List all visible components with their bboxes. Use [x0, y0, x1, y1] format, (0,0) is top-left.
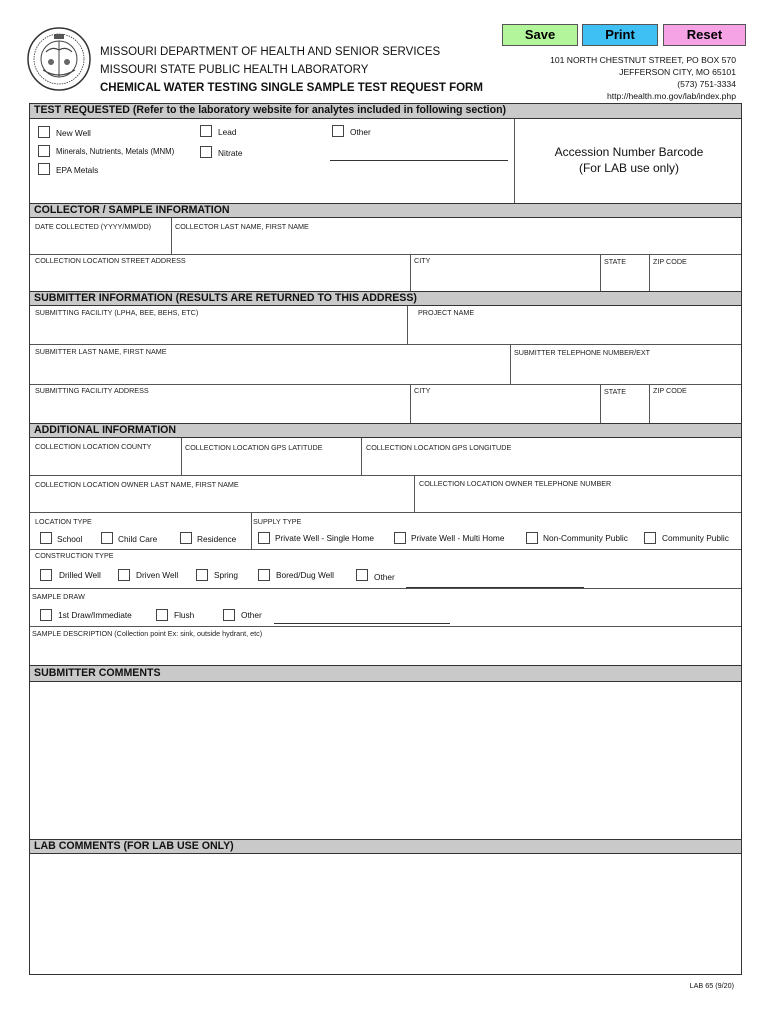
accession-label: Accession Number Barcode — [554, 145, 704, 159]
section-submitter: SUBMITTER INFORMATION (RESULTS ARE RETURNED TO THIS ADDRESS) — [30, 291, 741, 306]
label-private-well-multi: Private Well - Multi Home — [411, 533, 505, 543]
label-lead: Lead — [218, 127, 237, 137]
label-sample-description: SAMPLE DESCRIPTION (Collection point Ex: sink, outside hydrant, etc) — [32, 629, 263, 638]
label-date-collected: DATE COLLECTED (YYYY/MM/DD) — [35, 222, 152, 231]
label-spring: Spring — [214, 570, 238, 580]
label-construction-other: Other — [374, 572, 395, 582]
reset-button[interactable]: Reset — [663, 24, 746, 46]
divider — [649, 384, 650, 423]
label-collector-name: COLLECTOR LAST NAME, FIRST NAME — [175, 222, 309, 231]
checkbox-community-public[interactable] — [644, 532, 656, 544]
label-other-test: Other — [350, 127, 371, 137]
divider — [30, 344, 741, 345]
section-test-requested: TEST REQUESTED (Refer to the laboratory website for analytes included in following section) — [30, 104, 741, 119]
checkbox-bored-dug-well[interactable] — [258, 569, 270, 581]
label-facility-address: SUBMITTING FACILITY ADDRESS — [35, 386, 149, 395]
label-driven-well: Driven Well — [136, 570, 179, 580]
label-flush: Flush — [174, 610, 195, 620]
divider — [514, 119, 515, 204]
checkbox-flush[interactable] — [156, 609, 168, 621]
label-location-type: LOCATION TYPE — [35, 517, 92, 526]
checkbox-mnm[interactable] — [38, 145, 50, 157]
divider — [407, 306, 408, 344]
section-lab-comments: LAB COMMENTS (FOR LAB USE ONLY) — [30, 839, 741, 854]
divider — [181, 438, 182, 475]
label-nitrate: Nitrate — [218, 148, 243, 158]
label-supply-type: SUPPLY TYPE — [253, 517, 302, 526]
header-address-block — [550, 54, 736, 102]
save-button[interactable]: Save — [502, 24, 578, 46]
label-new-well: New Well — [56, 128, 91, 138]
label-non-community-public: Non-Community Public — [543, 533, 628, 543]
draw-other-input-line[interactable] — [274, 623, 450, 624]
label-draw-other: Other — [241, 610, 262, 620]
divider — [251, 512, 252, 549]
accession-note: (For LAB use only) — [578, 161, 680, 175]
divider — [510, 344, 511, 384]
lab-url[interactable]: http://health.mo.gov/lab/index.php — [607, 91, 736, 101]
checkbox-child-care[interactable] — [101, 532, 113, 544]
label-submitting-facility: SUBMITTING FACILITY (LPHA, BEE, BEHS, ETC) — [35, 308, 199, 317]
divider — [30, 549, 741, 550]
checkbox-first-draw[interactable] — [40, 609, 52, 621]
checkbox-drilled-well[interactable] — [40, 569, 52, 581]
label-submitter-name: SUBMITTER LAST NAME, FIRST NAME — [35, 347, 167, 356]
divider — [414, 475, 415, 512]
label-project-name: PROJECT NAME — [418, 308, 475, 317]
lab-phone: (573) 751-3334 — [677, 79, 736, 89]
divider — [30, 384, 741, 385]
label-construction-type: CONSTRUCTION TYPE — [35, 551, 114, 560]
divider — [600, 255, 601, 291]
divider — [30, 475, 741, 476]
label-county: COLLECTION LOCATION COUNTY — [35, 442, 152, 451]
label-bored-dug-well: Bored/Dug Well — [276, 570, 334, 580]
request-form — [29, 103, 742, 975]
checkbox-non-community-public[interactable] — [526, 532, 538, 544]
section-submitter-comments: SUBMITTER COMMENTS — [30, 665, 741, 682]
divider — [410, 384, 411, 423]
department-name: MISSOURI DEPARTMENT OF HEALTH AND SENIOR SERVICES — [100, 46, 441, 58]
label-gps-latitude: COLLECTION LOCATION GPS LATITUDE — [185, 443, 323, 452]
address-line-1: 101 NORTH CHESTNUT STREET, PO BOX 570 — [550, 55, 736, 65]
lab-comments-area[interactable] — [30, 854, 741, 974]
print-button[interactable]: Print — [582, 24, 658, 46]
label-epa-metals: EPA Metals — [56, 165, 99, 175]
label-collection-city: CITY — [414, 256, 431, 265]
submitter-comments-area[interactable] — [30, 682, 741, 839]
checkbox-residence[interactable] — [180, 532, 192, 544]
checkbox-new-well[interactable] — [38, 126, 50, 138]
missouri-state-seal-logo — [26, 26, 92, 92]
section-collector: COLLECTOR / SAMPLE INFORMATION — [30, 203, 741, 218]
checkbox-nitrate[interactable] — [200, 146, 212, 158]
divider — [361, 438, 362, 475]
label-sample-draw: SAMPLE DRAW — [32, 592, 85, 601]
accession-barcode-area — [516, 124, 742, 206]
label-collection-zip: ZIP CODE — [653, 257, 687, 266]
label-submitter-city: CITY — [414, 386, 431, 395]
divider — [600, 384, 601, 423]
divider — [30, 588, 741, 589]
label-submitter-state: STATE — [604, 387, 627, 396]
checkbox-other-test[interactable] — [332, 125, 344, 137]
checkbox-school[interactable] — [40, 532, 52, 544]
label-private-well-single: Private Well - Single Home — [275, 533, 374, 543]
divider — [30, 512, 741, 513]
checkbox-lead[interactable] — [200, 125, 212, 137]
label-community-public: Community Public — [662, 533, 729, 543]
header-agency-block — [100, 43, 483, 97]
address-line-2: JEFFERSON CITY, MO 65101 — [619, 67, 736, 77]
lab-name: MISSOURI STATE PUBLIC HEALTH LABORATORY — [100, 64, 369, 76]
label-owner-phone: COLLECTION LOCATION OWNER TELEPHONE NUMBER — [419, 479, 612, 488]
divider — [649, 255, 650, 291]
checkbox-driven-well[interactable] — [118, 569, 130, 581]
section-additional: ADDITIONAL INFORMATION — [30, 423, 741, 438]
label-mnm: Minerals, Nutrients, Metals (MNM) — [56, 147, 175, 156]
divider — [30, 626, 741, 627]
checkbox-draw-other[interactable] — [223, 609, 235, 621]
form-title: CHEMICAL WATER TESTING SINGLE SAMPLE TEST REQUEST FORM — [100, 82, 483, 94]
other-test-input-line[interactable] — [330, 160, 508, 161]
label-submitter-phone: SUBMITTER TELEPHONE NUMBER/EXT — [514, 348, 651, 357]
checkbox-private-well-multi[interactable] — [394, 532, 406, 544]
label-drilled-well: Drilled Well — [59, 570, 101, 580]
label-child-care: Child Care — [118, 534, 158, 544]
label-gps-longitude: COLLECTION LOCATION GPS LONGITUDE — [366, 443, 512, 452]
form-number: LAB 65 (9/20) — [689, 981, 734, 990]
checkbox-private-well-single[interactable] — [258, 532, 270, 544]
label-first-draw: 1st Draw/Immediate — [58, 610, 132, 620]
label-school: School — [57, 534, 83, 544]
checkbox-construction-other[interactable] — [356, 569, 368, 581]
label-submitter-zip: ZIP CODE — [653, 386, 687, 395]
label-collection-street: COLLECTION LOCATION STREET ADDRESS — [35, 256, 186, 265]
label-owner-name: COLLECTION LOCATION OWNER LAST NAME, FIRST NAME — [35, 480, 239, 489]
label-residence: Residence — [197, 534, 237, 544]
checkbox-spring[interactable] — [196, 569, 208, 581]
checkbox-epa-metals[interactable] — [38, 163, 50, 175]
divider — [410, 255, 411, 291]
label-collection-state: STATE — [604, 257, 627, 266]
